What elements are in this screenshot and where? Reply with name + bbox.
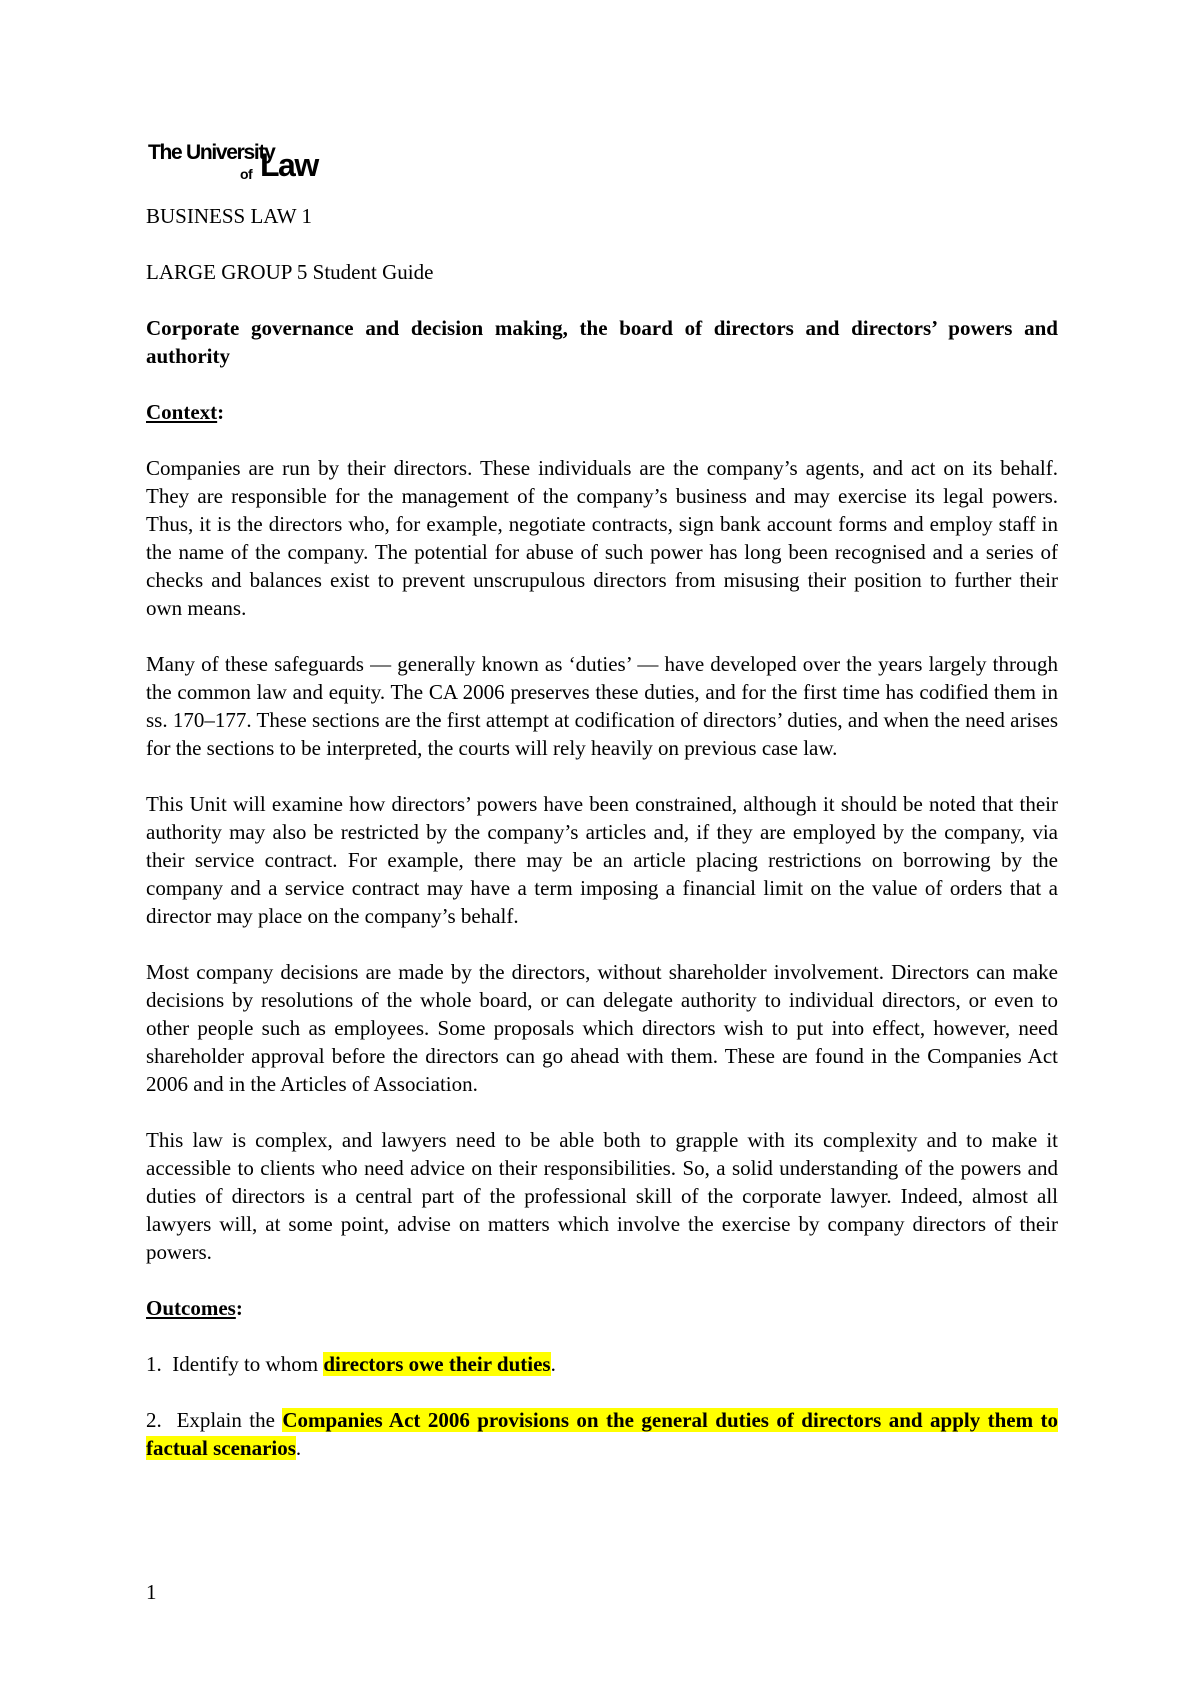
outcome-item-1: 1. Identify to whom directors owe their duties. <box>146 1352 556 1376</box>
context-heading: Context: <box>146 400 225 424</box>
context-paragraph: Many of these safeguards — generally known as ‘duties’ — have developed over the years largely through the common law and equity. The CA 2006 preserves these duties, and for the first time has codified them in ss. 170–177. These sections are the first attempt at codification of directors’ duties, and when the need arises for the sections to be interpreted, the courts will rely heavily on previous case law. <box>146 652 1058 760</box>
university-of-law-logo <box>148 120 358 183</box>
logo-of: of <box>240 166 253 182</box>
highlighted-text: Companies Act 2006 provisions on the general duties of directors and apply them to factual scenarios <box>146 1408 1058 1460</box>
highlighted-text: directors owe their duties <box>323 1352 551 1376</box>
context-paragraph: Most company decisions are made by the directors, without shareholder involvement. Directors can make decisions by resolutions of the whole board, or can delegate authority to individual directors, or even to other people such as employees. Some proposals which directors wish to put into effect, however, need shareholder approval before the directors can go ahead with them. These are found in the Companies Act 2006 and in the Articles of Association. <box>146 960 1058 1096</box>
context-paragraph: This Unit will examine how directors’ powers have been constrained, although it should be noted that their authority may also be restricted by the company’s articles and, if they are employed by the company, via their service contract. For example, there may be an article placing restrictions on borrowing by the company and a service contract may have a term imposing a financial limit on the value of orders that a director may place on the company’s behalf. <box>146 792 1058 928</box>
document-body <box>146 120 1058 1462</box>
context-paragraph: This law is complex, and lawyers need to be able both to grapple with its complexity and to make it accessible to clients who need advice on their responsibilities. So, a solid understanding of the powers and duties of directors is a central part of the professional skill of the corporate lawyer. Indeed, almost all lawyers will, at some point, advise on matters which involve the exercise by company directors of their powers. <box>146 1128 1058 1264</box>
course-title: BUSINESS LAW 1 <box>146 204 312 228</box>
logo-law: Law <box>260 147 318 183</box>
outcomes-heading-text: Outcomes <box>146 1296 236 1320</box>
context-paragraph: Companies are run by their directors. These individuals are the company’s agents, and act on its behalf. They are responsible for the management of the company’s business and may exercise its legal powers. Thus, it is the directors who, for example, negotiate contracts, sign bank account forms and employ staff in the name of the company. The potential for abuse of such power has long been recognised and a series of checks and balances exist to prevent unscrupulous directors from misusing their position to further their own means. <box>146 456 1058 620</box>
guide-title: LARGE GROUP 5 Student Guide <box>146 260 434 284</box>
context-heading-text: Context <box>146 400 218 424</box>
topic-title: Corporate governance and decision making, the board of directors and directors’ powers and authority <box>146 316 1058 368</box>
outcomes-heading: Outcomes: <box>146 1296 243 1320</box>
logo-line1: The University <box>148 141 275 164</box>
page-number: 1 <box>146 1580 157 1604</box>
outcome-item-2: 2. Explain the Companies Act 2006 provisions on the general duties of directors and apply them to factual scenarios. <box>146 1408 1058 1460</box>
